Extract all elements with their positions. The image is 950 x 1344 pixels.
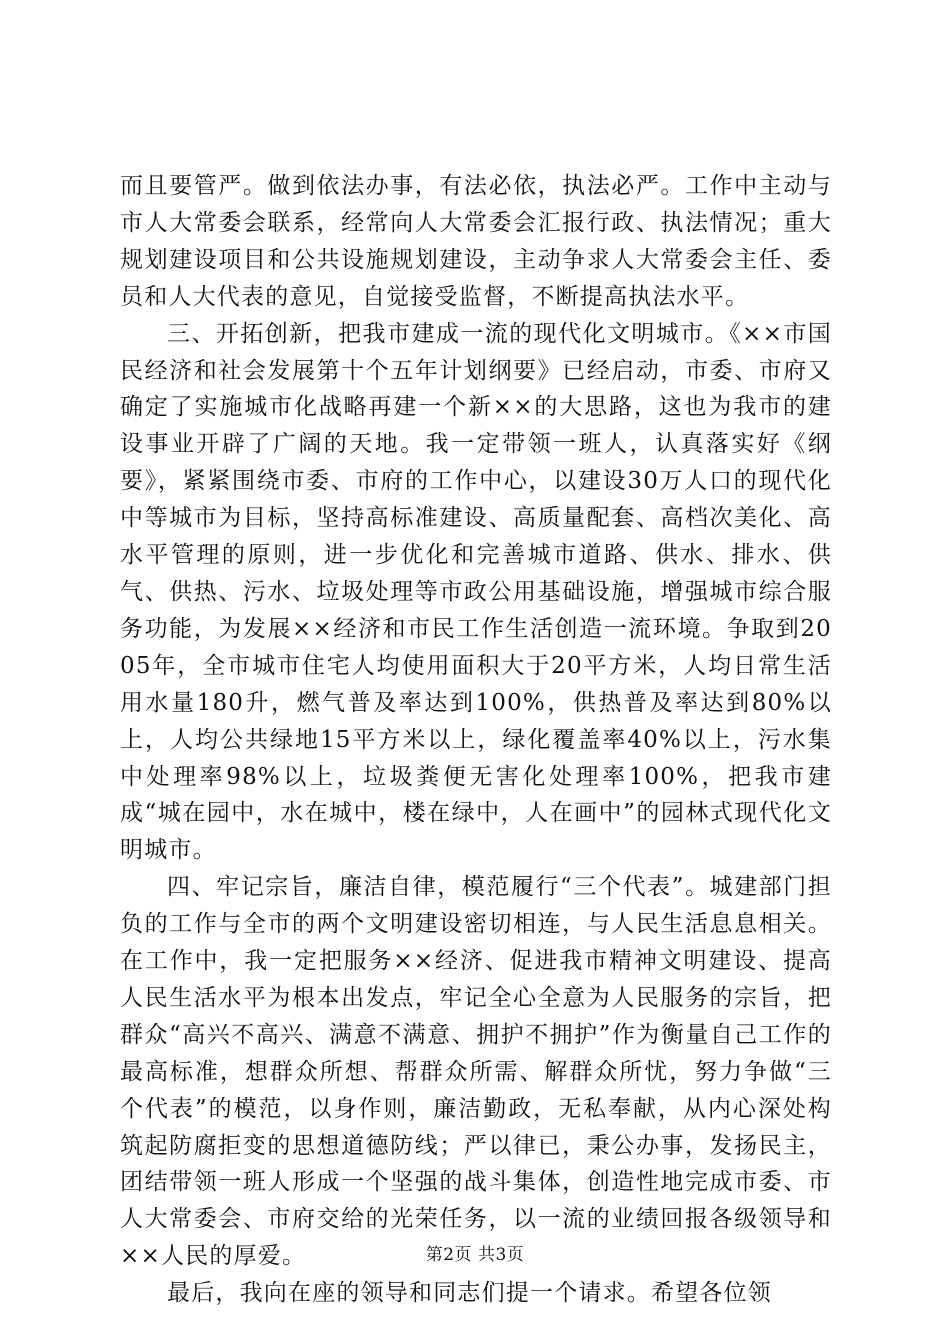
paragraph-4: 最后，我向在座的领导和同志们提一个请求。希望各位领: [167, 1280, 772, 1307]
page-footer: [0, 1243, 950, 1267]
page-number-label: 第2页 共3页: [425, 1245, 525, 1265]
paragraph-3: 四、牢记宗旨，廉洁自律，模范履行“三个代表”。城建部门担负的工作与全市的两个文明建设密切相连，与人民生活息息相关。在工作中，我一定把服务××经济、促进我市精神文明建设、提高人民生活水平为根本出发点，牢记全心全意为人民服务的宗旨，把群众“高兴不高兴、满意不满意、拥护不拥护”作为衡量自己工作的最高标准，想群众所想、帮群众所需、解群众所忧，努力争做“三个代表”的模范，以身作则，廉洁勤政，无私奉献，从内心深处构筑起防腐拒变的思想道德防线；严以律已，秉公办事，发扬民主，团结带领一班人形成一个坚强的战斗集体，创造性地完成市委、市人大常委会、市府交给的光荣任务，以一流的业绩回报各级领导和××人民的厚爱。: [120, 874, 832, 1270]
document-body: [120, 168, 832, 1312]
paragraph-1: 而且要管严。做到依法办事，有法必依，执法必严。工作中主动与市人大常委会联系，经常向人大常委会汇报行政、执法情况；重大规划建设项目和公共设施规划建设，主动争求人大常委会主任、委员和人大代表的意见，自觉接受监督，不断提高执法水平。: [120, 173, 832, 310]
paragraph-2: 三、开拓创新，把我市建成一流的现代化文明城市。《××市国民经济和社会发展第十个五年计划纲要》已经启动，市委、市府又确定了实施城市化战略再建一个新××的大思路，这也为我市的建设事业开辟了广阔的天地。我一定带领一班人，认真落实好《纲要》，紧紧围绕市委、市府的工作中心，以建设30万人口的现代化中等城市为目标，坚持高标准建设、高质量配套、高档次美化、高水平管理的原则，进一步优化和完善城市道路、供水、排水、供气、供热、污水、垃圾处理等市政公用基础设施，增强城市综合服务功能，为发展××经济和市民工作生活创造一流环境。争取到2005年，全市城市住宅人均使用面积大于20平方米，人均日常生活用水量180升，燃气普及率达到100%，供热普及率达到80%以上，人均公共绿地15平方米以上，绿化覆盖率40%以上，污水集中处理率98%以上，垃圾粪便无害化处理率100%，把我市建成“城在园中，水在城中，楼在绿中，人在画中”的园林式现代化文明城市。: [120, 320, 832, 864]
